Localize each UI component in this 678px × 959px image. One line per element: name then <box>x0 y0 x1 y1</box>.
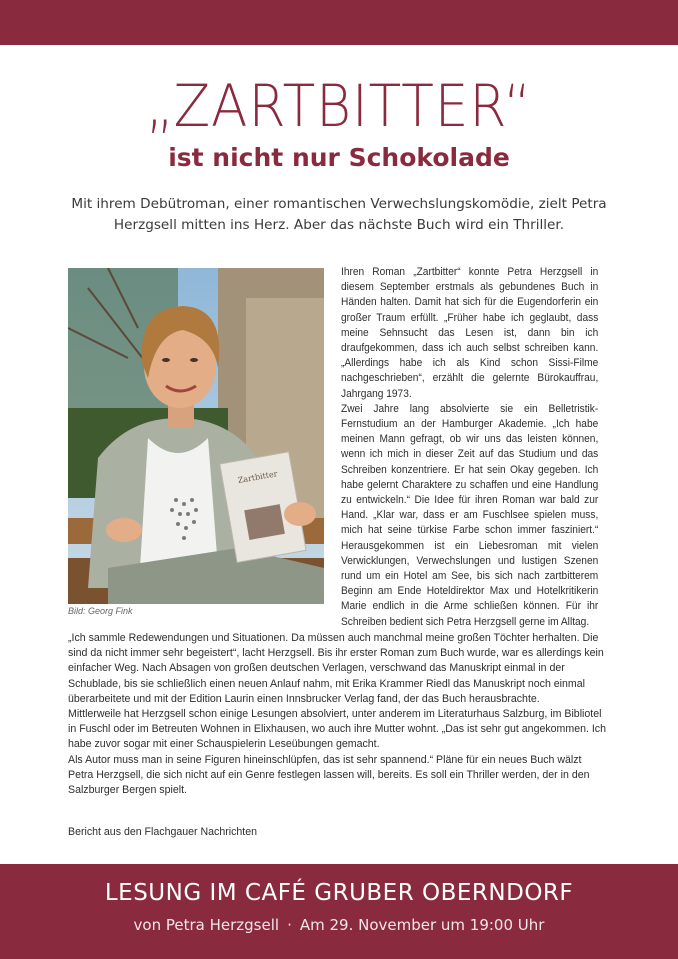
article-paragraph: Zwei Jahre lang absolvierte sie ein Belletristik-Fernstudium an der Hamburger Akademie. „Ich habe meinen Mann gefragt, ob wir uns das leisten können, wenn ich mich in dieser Zeit auf das Studium und das Schreiben konzentriere. Er hat sein Okay gegeben. Ich habe gelernt Charaktere zu schaffen und eine Handlung zu entwickeln.“ Die Idee für ihren Roman war bald zur Hand. „Klar war, dass er am Fuschlsee spielen muss, mich hat seine türkise Farbe schon immer fasziniert.“ Herausgekommen ist ein Liebesroman mit vielen Verwicklungen, Verwechslungen und lustigen Szenen rund um ein Hotel am See, bis sich nach zartbitterem Beginn am Ende Hoteldirektor Max und Hotelkritikerin Marie endlich in die Arme schließen können. Für ihr Schreiben bedient sich Petra Herzgsell gerne im Alltag. <box>341 402 599 628</box>
article-paragraph: Petra Herzgsell, die sich nicht auf ein Genre festlegen lassen will, bereits. Es soll ein Thriller werden, der in den Salzburger Bergen spielt. <box>68 768 590 797</box>
article-paragraph: Mittlerweile hat Herzgsell schon einige Lesungen absolviert, unter anderem im Literaturhaus Salzburg, im Bibliotel in Fuschl oder im Betreuten Wohnen in Elixhausen, wo auch ihre Mutter wohnt. „Das ist sehr gut angekommen. Ich habe zuvor sogar mit einer Schauspielerin Leseübungen gemacht. <box>68 708 606 751</box>
article-paragraph: Ihren Roman „Zartbitter“ konnte Petra Herzgsell in diesem September erstmals als gebundenes Buch in Händen halten. Damit hat sich für die Eugendorferin ein großer Traum erfüllt. „Früher habe ich geglaubt, dass meine Sehnsucht das Lesen ist, dann bin ich draufgekommen, dass ich auch selbst schreiben kann. „Allerdings habe ich als Kind schon Sissi-Filme nachgeschrieben“, erzählt die gelernte Bürokauffrau, Jahrgang 1973. <box>341 266 599 400</box>
book-title: Zartbitter <box>237 469 279 486</box>
article-paragraph: Als Autor muss man in seine Figuren hineinschlüpfen, das ist sehr spannend.“ Pläne für ein neues Buch wälzt <box>68 753 582 766</box>
event-date: Am 29. November um 19:00 Uhr <box>299 916 545 934</box>
event-title: LESUNG IM CAFÉ GRUBER OBERNDORF <box>104 880 574 906</box>
article-column <box>341 265 598 630</box>
article-paragraph: „Ich sammle Redewendungen und Situationen. Da müssen auch manchmal meine großen Töchter herhalten. Die sind da nicht immer sehr begeistert“, lacht Herzgsell. Bis ihr erster Roman zum Buch wurde, war es allerdings kein einfacher Weg. Nach Absagen von großen deutschen Verlagen, verschwand das Manuskript einmal in der Schublade, bis sie schließlich einen neuen Anlauf nahm, mit Erika Krammer Riedl das Manuskript noch einmal überarbeitete und mit der Edition Laurin einen Innsbrucker Verlag fand, der das Buch herausbrachte. <box>68 632 604 705</box>
lead-paragraph <box>70 194 608 236</box>
top-banner <box>0 0 678 45</box>
subheadline: ist nicht nur Schokolade <box>168 143 510 172</box>
headline: „ZARTBITTER“ <box>145 72 533 140</box>
lead-line-2: Herzgsell mitten ins Herz. Aber das nächste Buch wird ein Thriller. <box>113 217 565 233</box>
lead-line-1: Mit ihrem Debütroman, einer romantischen Verwechslungskomödie, zielt Petra <box>71 196 607 212</box>
photo-caption: Bild: Georg Fink <box>68 606 133 616</box>
author-photo <box>68 268 324 604</box>
event-details <box>0 912 678 938</box>
article-source: Bericht aus den Flachgauer Nachrichten <box>68 826 258 838</box>
event-author: von Petra Herzgsell <box>133 916 280 934</box>
article-full-width <box>68 631 610 798</box>
separator: · <box>287 916 292 934</box>
